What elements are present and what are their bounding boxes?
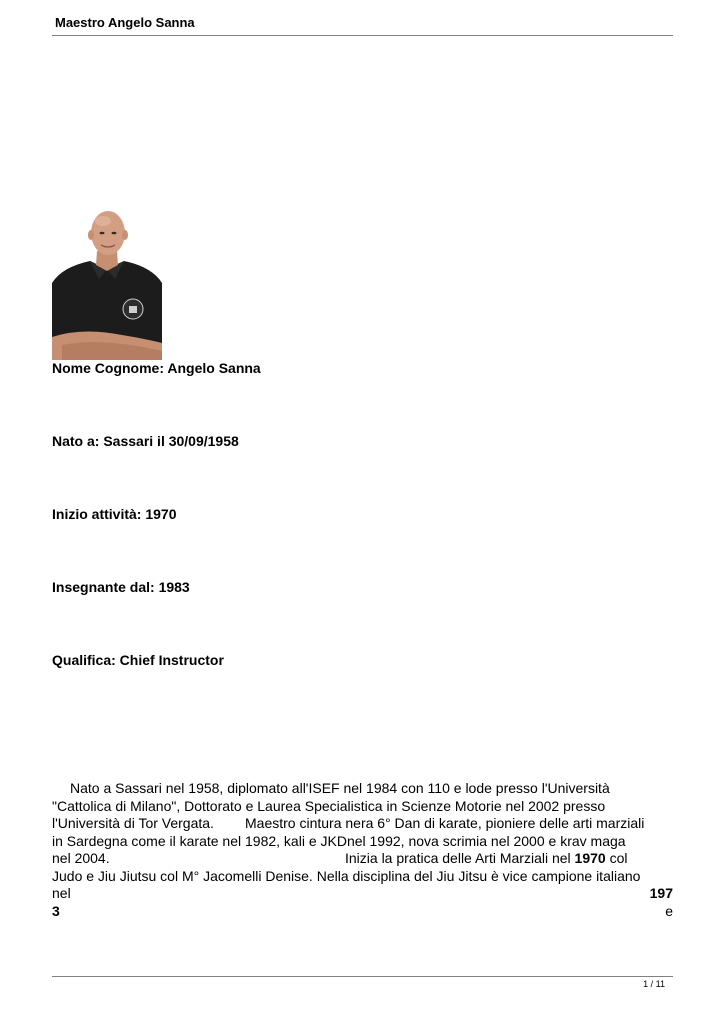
page-header-title: Maestro Angelo Sanna — [55, 15, 195, 30]
bio-line: Nato a Sassari nel 1958, diplomato all'ISEF nel 1984 con 110 e lode presso l'Università — [70, 780, 610, 796]
bio-fragment: Inizia la pratica delle Arti Marziali nel — [345, 850, 575, 866]
portrait-image — [52, 205, 162, 360]
bio-fragment: nel — [52, 885, 71, 901]
bio-fragment: col — [605, 850, 628, 866]
field-qualifica: Qualifica: Chief Instructor — [52, 652, 224, 668]
bio-line: Judo e Jiu Jiutsu col M° Jacomelli Denise. Nella disciplina del Jiu Jitsu è vice campione italiano — [52, 867, 641, 884]
bio-line — [52, 903, 673, 921]
bio-line — [52, 885, 673, 903]
page-number: 1 / 11 — [643, 979, 665, 989]
bio-fragment — [345, 850, 628, 868]
header-divider — [52, 35, 673, 36]
bio-fragment: e — [665, 902, 673, 919]
bio-bold-year: 3 — [52, 902, 60, 919]
field-insegnante-dal: Insegnante dal: 1983 — [52, 579, 190, 595]
bio-line — [52, 850, 673, 868]
bio-fragment: l'Università di Tor Vergata. — [52, 815, 214, 831]
footer-divider — [52, 976, 673, 977]
bio-bold-year: 197 — [649, 885, 673, 901]
bio-line: in Sardegna come il karate nel 1982, kali e JKDnel 1992, nova scrimia nel 2000 e krav maga — [52, 832, 626, 849]
profile-photo — [52, 205, 162, 360]
field-inizio-attivita: Inizio attività: 1970 — [52, 506, 177, 522]
bio-line — [52, 815, 673, 833]
biography-text — [52, 780, 673, 920]
field-nome-cognome: Nome Cognome: Angelo Sanna — [52, 360, 261, 376]
bio-fragment: nel 2004. — [52, 850, 110, 866]
field-nato-a: Nato a: Sassari il 30/09/1958 — [52, 433, 239, 449]
bio-fragment: Maestro cintura nera 6° Dan di karate, pioniere delle arti marziali — [245, 815, 645, 831]
bio-line: "Cattolica di Milano", Dottorato e Laurea Specialistica in Scienze Motorie nel 2002 presso — [52, 797, 606, 814]
bio-bold-year: 1970 — [574, 850, 606, 866]
